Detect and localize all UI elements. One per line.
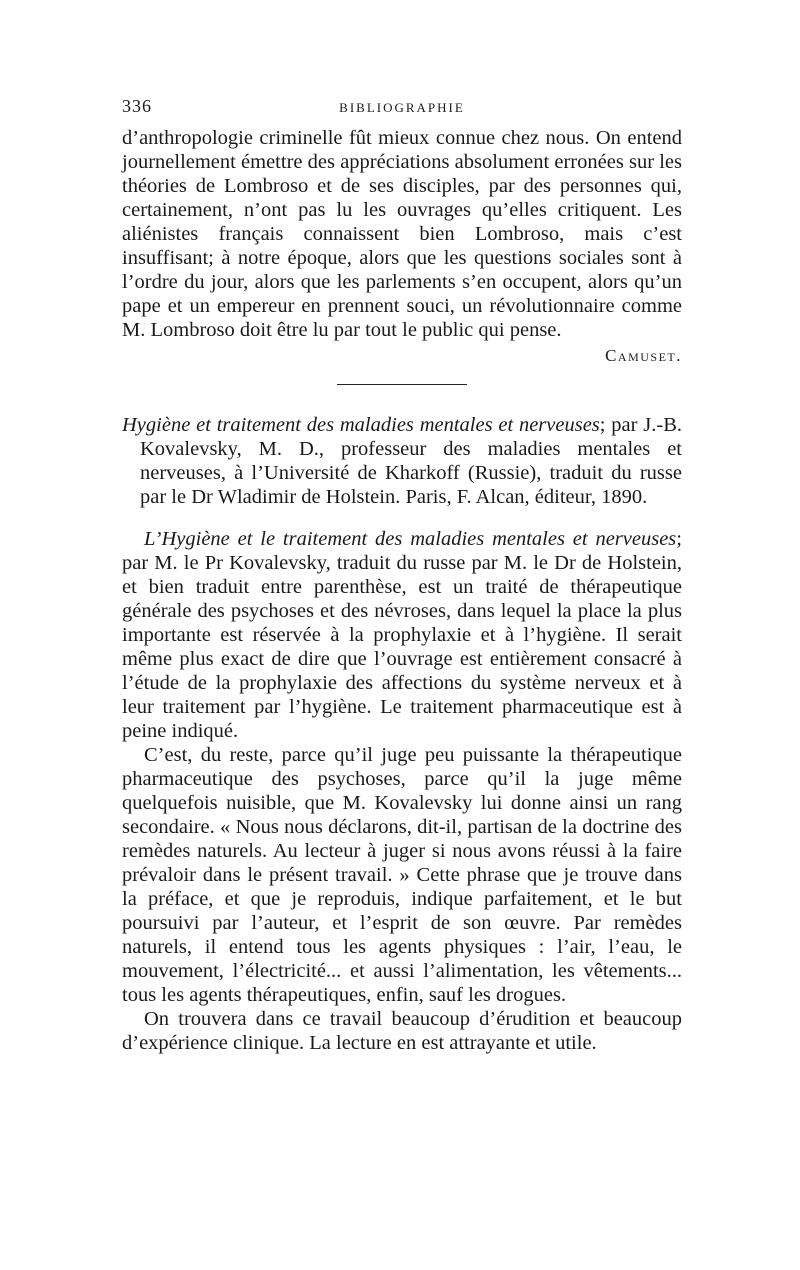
bibliographic-entry	[122, 413, 682, 509]
author-signature: Camuset.	[605, 346, 682, 365]
running-head: BIBLIOGRAPHIE	[339, 100, 465, 115]
page-number: 336	[122, 96, 152, 116]
continued-paragraph: d’anthropologie criminelle fût mieux connue chez nous. On entend journellement émettre des appréciations absolument erronées sur les théories de Lombroso et de ses disciples, par des personnes qui, certainement, n’ont pas lu les ouvrages qu’elles critiquent. Les aliénistes français connaissent bien Lombroso, mais c’est insuffisant; à notre époque, alors que les questions sociales sont à l’ordre du jour, alors que les parlements s’en occupent, alors qu’un pape et un empereur en prennent souci, un révolutionnaire comme M. Lombroso doit être lu par tout le public qui pense.	[122, 127, 682, 341]
book-page	[122, 96, 682, 1055]
review-paragraph-1-text: ; par M. le Pr Kovalevsky, traduit du russe par M. le Dr de Holstein, et bien traduit entre parenthèse, est un traité de thérapeutique générale des psychoses et des névroses, dans lequel la place la plus importante est réservée à la prophylaxie et à l’hygiène. Il serait même plus exact de dire que l’ouvrage est entièrement consacré à l’étude de la prophylaxie des affections du système nerveux et à leur traitement par l’hygiène. Le traitement pharmaceutique est à peine indiqué.	[122, 528, 682, 742]
entry-title: Hygiène et traitement des maladies mentales et nerveuses	[122, 414, 600, 436]
section-divider	[337, 384, 467, 385]
review-paragraph-1	[122, 527, 682, 743]
review-paragraph-2: C’est, du reste, parce qu’il juge peu puissante la thérapeutique pharmaceutique des psychoses, parce qu’il la juge même quelquefois nuisible, que M. Kovalevsky lui donne ainsi un rang secondaire. « Nous nous déclarons, dit-il, partisan de la doctrine des remèdes naturels. Au lecteur à juger si nous avons réussi à la faire prévaloir dans le présent travail. » Cette phrase que je trouve dans la préface, et que je reproduis, indique parfaitement, et le but poursuivi par l’auteur, et l’esprit de son œuvre. Par remèdes naturels, il entend tous les agents physiques : l’air, l’eau, le mouvement, l’électricité... et aussi l’alimentation, les vêtements... tous les agents thérapeutiques, enfin, sauf les drogues.	[122, 744, 682, 1006]
review-paragraph-3: On trouvera dans ce travail beaucoup d’érudition et beaucoup d’expérience clinique. La lecture en est attrayante et utile.	[122, 1008, 682, 1054]
entry-details: ; par J.-B. Kovalevsky, M. D., professeur des maladies mentales et nerveuses, à l’Université de Kharkoff (Russie), traduit du russe par le Dr Wladimir de Holstein. Paris, F. Alcan, éditeur, 1890.	[140, 414, 682, 508]
review-title: L’Hygiène et le traitement des maladies mentales et nerveuses	[144, 528, 677, 550]
page-header	[122, 96, 682, 126]
